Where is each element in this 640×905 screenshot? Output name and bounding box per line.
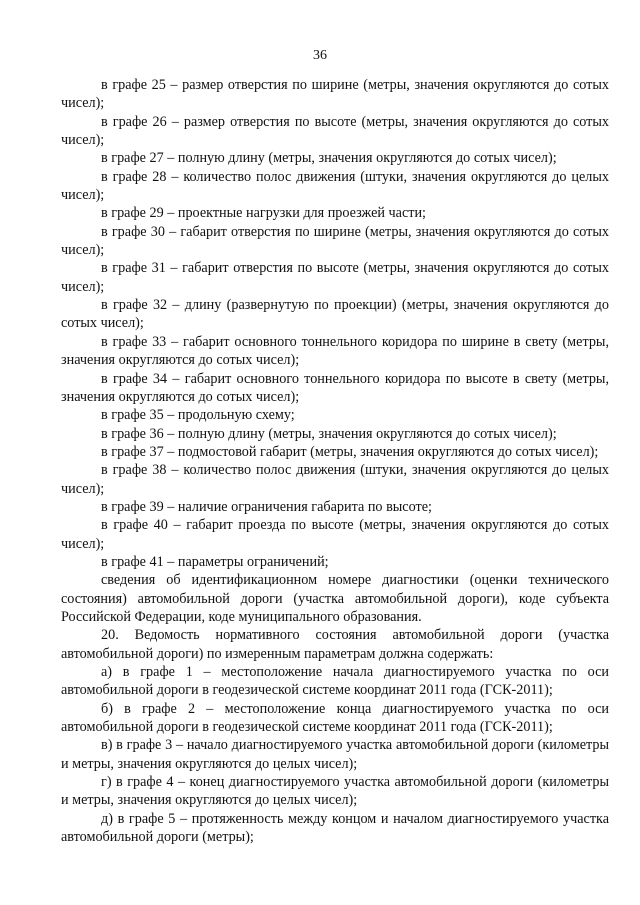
paragraph: в) в графе 3 – начало диагностируемого участка автомобильной дороги (километры и метры, значения округляются до целых чисел); [61,737,609,772]
paragraph: в графе 33 – габарит основного тоннельного коридора по ширине в свету (метры, значения округляются до сотых чисел); [61,333,609,369]
paragraph: д) в графе 5 – протяженность между концом и началом диагностируемого участка автомобильной дороги (метры); [61,810,609,846]
paragraph: сведения об идентификационном номере диагностики (оценки технического состояния) автомобильной дороги (участка автомобильной дороги), коде субъекта Российской Федерации, коде муниципального образования. [61,572,609,625]
paragraph: в графе 35 – продольную схему; [101,407,295,424]
paragraph: в графе 40 – габарит проезда по высоте (метры, значения округляются до сотых чисел); [61,517,609,552]
paragraph: в графе 29 – проектные нагрузки для проезжей части; [101,205,426,222]
document-body [61,76,609,846]
paragraph: в графе 38 – количество полос движения (штуки, значения округляются до целых чисел); [61,462,609,497]
paragraph: в графе 36 – полную длину (метры, значения округляются до сотых чисел); [101,425,557,442]
paragraph: в графе 27 – полную длину (метры, значения округляются до сотых чисел); [101,150,557,167]
paragraph: в графе 32 – длину (развернутую по проекции) (метры, значения округляются до сотых чисел); [61,297,609,332]
paragraph: в графе 37 – подмостовой габарит (метры, значения округляются до сотых чисел); [101,443,599,460]
paragraph: в графе 34 – габарит основного тоннельного коридора по высоте в свету (метры, значения округляются до сотых чисел); [61,370,609,405]
paragraph: в графе 30 – габарит отверстия по ширине (метры, значения округляются до сотых чисел); [61,223,609,259]
paragraph: г) в графе 4 – конец диагностируемого участка автомобильной дороги (километры и метры, значения округляются до целых чисел); [61,774,609,809]
paragraph: в графе 41 – параметры ограничений; [101,553,329,570]
paragraph: б) в графе 2 – местоположение конца диагностируемого участка по оси автомобильной дороги в геодезической системе координат 2011 года (ГСК-2011); [61,700,609,736]
paragraph: в графе 28 – количество полос движения (штуки, значения округляются до целых чисел); [61,168,609,204]
paragraph: в графе 39 – наличие ограничения габарита по высоте; [101,498,432,515]
page-number: 36 [313,48,327,63]
paragraph: а) в графе 1 – местоположение начала диагностируемого участка по оси автомобильной дороги в геодезической системе координат 2011 года (ГСК-2011); [61,664,609,699]
paragraph: в графе 26 – размер отверстия по высоте (метры, значения округляются до сотых чисел); [61,113,609,149]
paragraph: в графе 31 – габарит отверстия по высоте (метры, значения округляются до сотых чисел); [61,260,609,295]
paragraph: в графе 25 – размер отверстия по ширине (метры, значения округляются до сотых чисел); [61,77,609,112]
paragraph: 20. Ведомость нормативного состояния автомобильной дороги (участка автомобильной дороги) по измеренным параметрам должна содержать: [61,627,609,662]
